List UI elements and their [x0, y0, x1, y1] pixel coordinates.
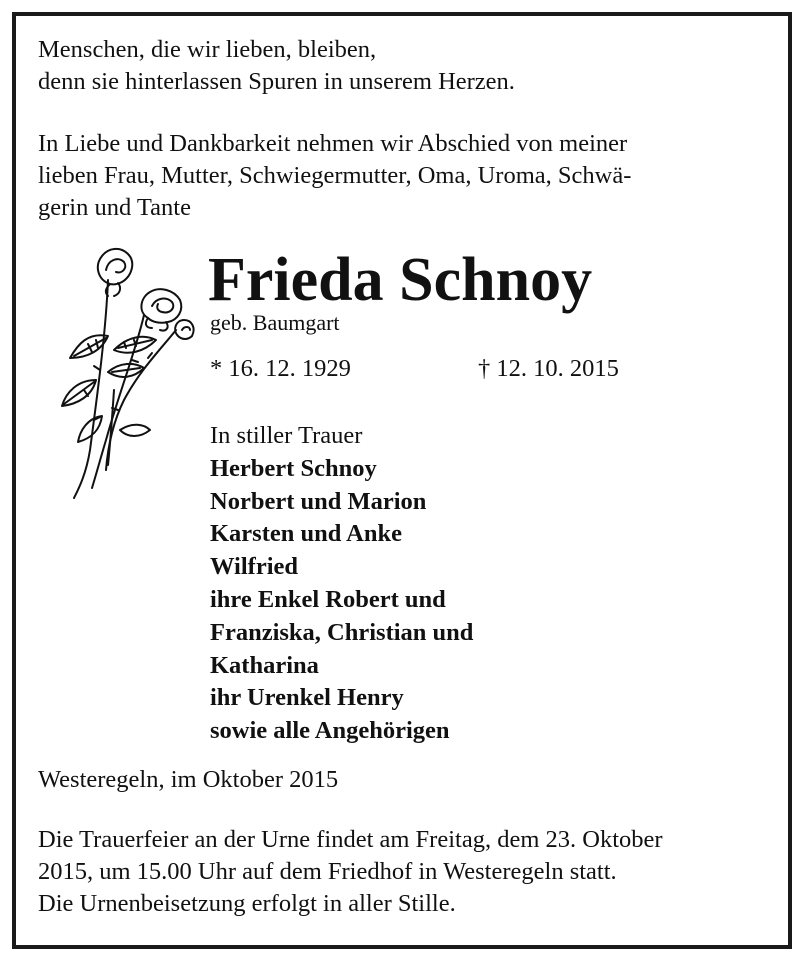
mourner-entry: Norbert und Marion — [210, 487, 427, 515]
mourner-entry: Wilfried — [210, 553, 299, 581]
service-line: Die Trauerfeier an der Urne findet am Freitag, dem 23. Oktober — [38, 826, 663, 853]
mourner-entry: Katharina — [210, 651, 319, 679]
intro-quote — [38, 34, 776, 98]
mourner-entry: sowie alle Angehörigen — [210, 717, 450, 745]
farewell-line: In Liebe und Dankbarkeit nehmen wir Abschied von meiner — [38, 130, 628, 157]
deceased-name: Frieda Schnoy — [208, 246, 593, 314]
rose-icon — [48, 240, 200, 502]
funeral-service-info — [38, 824, 776, 920]
mourner-entry: Herbert Schnoy — [210, 454, 377, 482]
intro-line: denn sie hinterlassen Spuren in unserem Herzen. — [38, 68, 515, 95]
maiden-name: geb. Baumgart — [210, 310, 340, 335]
place-date-line: Westeregeln, im Oktober 2015 — [38, 766, 339, 793]
death-date: † 12. 10. 2015 — [478, 355, 619, 382]
intro-line: Menschen, die wir lieben, bleiben, — [38, 36, 377, 63]
place-and-date — [38, 764, 776, 796]
farewell-line: lieben Frau, Mutter, Schwiegermutter, Oma, Uroma, Schwä- — [38, 162, 632, 189]
birth-date: * 16. 12. 1929 — [210, 355, 351, 382]
farewell-text — [38, 128, 776, 224]
mourner-entry: Karsten und Anke — [210, 520, 402, 548]
mourner-entry: ihr Urenkel Henry — [210, 684, 404, 712]
mourner-entry: Franziska, Christian und — [210, 618, 474, 646]
service-line: 2015, um 15.00 Uhr auf dem Friedhof in Westeregeln statt. — [38, 858, 617, 885]
mourner-entry: ihre Enkel Robert und — [210, 585, 446, 613]
farewell-line: gerin und Tante — [38, 194, 191, 221]
life-dates — [210, 354, 619, 384]
service-line: Die Urnenbeisetzung erfolgt in aller Stille. — [38, 890, 456, 917]
mourners-heading: In stiller Trauer — [210, 422, 363, 449]
mourners-list — [210, 420, 473, 748]
